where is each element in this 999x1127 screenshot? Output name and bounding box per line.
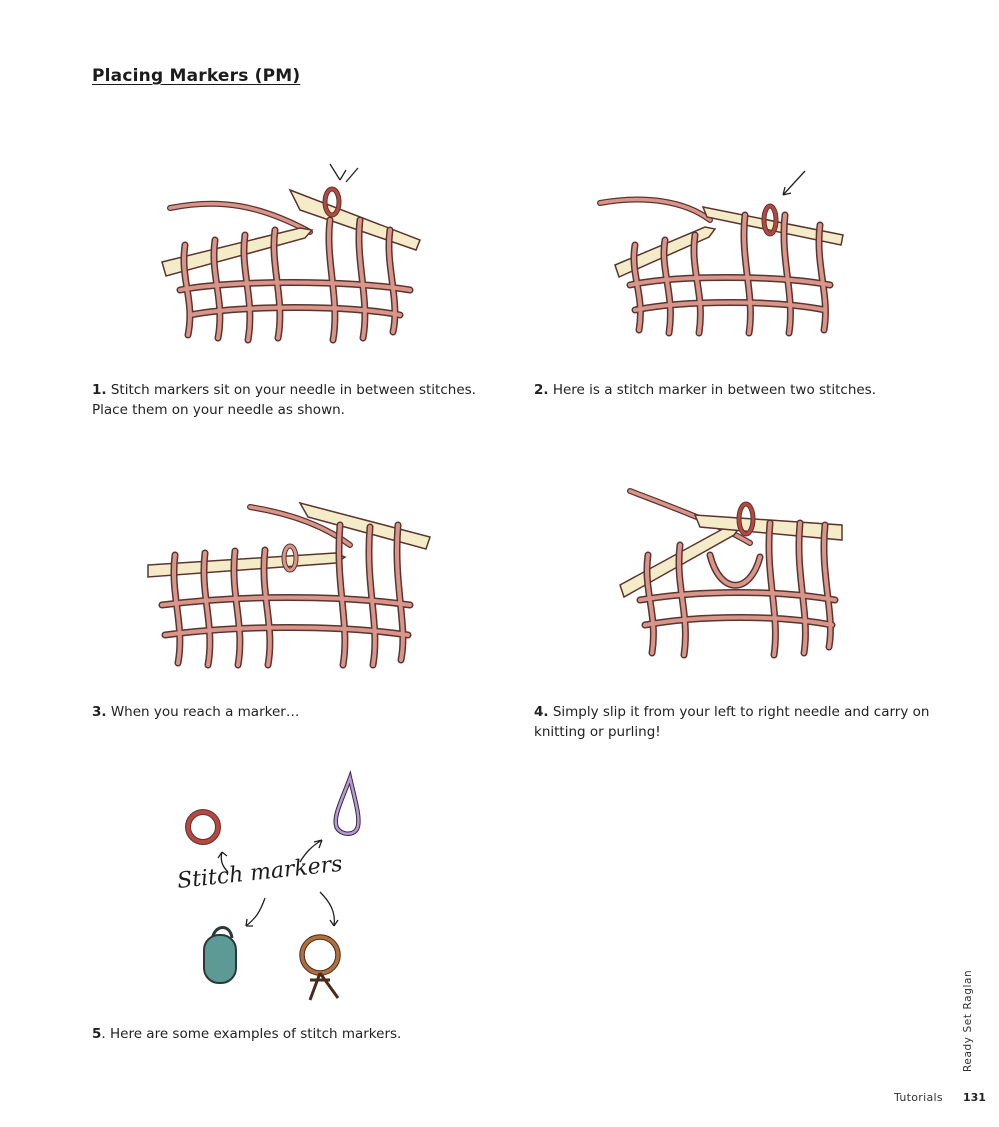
step-number: 4. bbox=[534, 704, 549, 720]
step-number: 2. bbox=[534, 382, 549, 398]
step-number: 1. bbox=[92, 382, 107, 398]
step-text: When you reach a marker… bbox=[110, 704, 300, 720]
step-3-caption bbox=[92, 702, 492, 722]
illustration-step-1 bbox=[150, 150, 440, 360]
illustration-step-2 bbox=[595, 165, 850, 345]
step-text: Simply slip it from your left to right needle and carry on knitting or purling! bbox=[534, 704, 930, 740]
illustration-step-4 bbox=[610, 485, 860, 665]
footer-section-name: Tutorials bbox=[894, 1091, 943, 1104]
step-5-caption bbox=[92, 1024, 512, 1044]
step-number: 5 bbox=[92, 1026, 102, 1042]
illustration-step-3 bbox=[140, 495, 450, 675]
step-1-caption bbox=[92, 380, 492, 420]
locking-marker-icon bbox=[204, 927, 236, 983]
book-title-side-label: Ready Set Raglan bbox=[962, 969, 974, 1072]
step-4-caption bbox=[534, 702, 934, 742]
charm-marker-icon bbox=[302, 937, 338, 1000]
step-2-caption bbox=[534, 380, 934, 400]
illustration-step-5 bbox=[160, 770, 380, 1010]
handwritten-label: Stitch markers bbox=[176, 851, 344, 894]
step-text: . Here are some examples of stitch markers. bbox=[101, 1026, 402, 1042]
step-number: 3. bbox=[92, 704, 107, 720]
step-text: Stitch markers sit on your needle in between stitches. Place them on your needle as shown. bbox=[92, 382, 476, 418]
page-number: 131 bbox=[963, 1091, 986, 1104]
page-title: Placing Markers (PM) bbox=[92, 66, 301, 86]
step-text: Here is a stitch marker in between two stitches. bbox=[552, 382, 877, 398]
